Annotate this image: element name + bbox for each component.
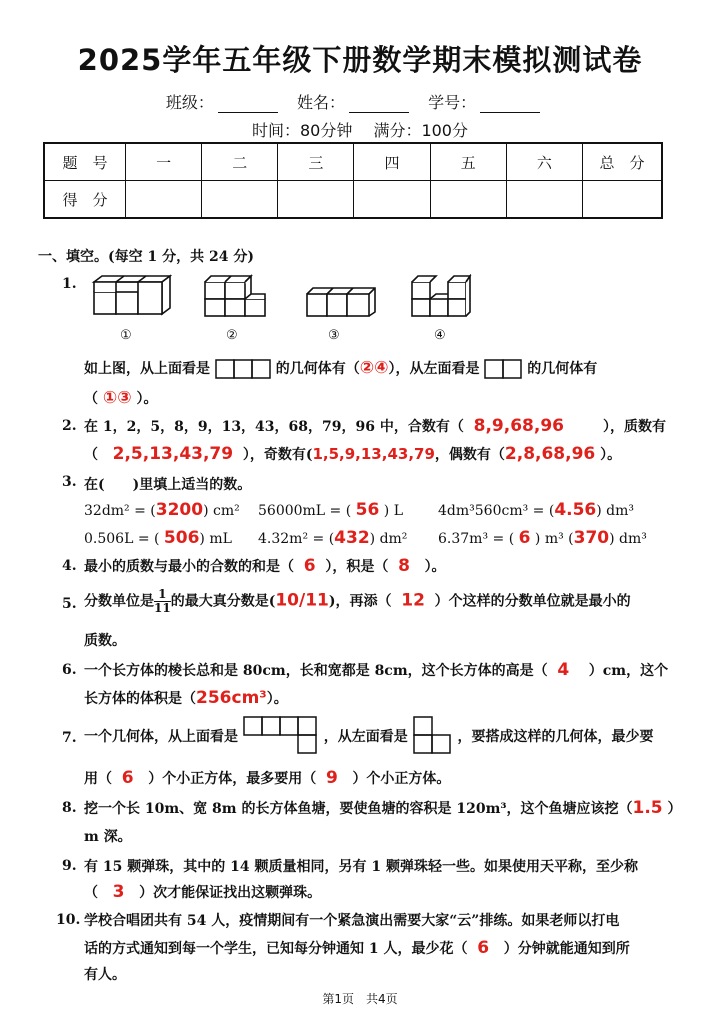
answer: 256cm³ [196,688,267,708]
conversion-item: 6.37m³ = ( 6 ) m³ (370) dm³ [438,528,647,548]
score-cell[interactable] [506,181,582,219]
question-line: 话的方式通知到每一个学生，已知每分钟通知 1 人，最少花（ 6 ）分钟就能通知到所 [84,938,630,958]
answer: 1,5,9,13,43,79 [312,445,435,463]
question-line: 学校合唱团共有 54 人，疫情期间有一个紧急演出需要大家“云”排练。如果老师以打电 [84,913,620,929]
answer: 6 [477,938,490,958]
cube-figure-2 [203,274,269,320]
figure-label: ④ [434,328,446,343]
question-number: 4. [62,558,77,574]
answer: 10/11 [275,590,329,611]
conversion-item: 4.32m² = (432) dm² [258,528,408,548]
answer: 432 [334,528,370,548]
top-view-grid-icon [215,359,271,379]
table-cell: 四 [354,143,430,181]
answer: 506 [163,528,200,548]
answer: 3200 [155,500,204,520]
table-cell: 总 分 [583,143,663,181]
question-line: （ ①③ ）。 [84,388,158,408]
left-view-grid-icon [484,359,522,379]
question-line: （ 3 ）次才能保证找出这颗弹珠。 [84,882,322,902]
answer: 4.56 [554,500,597,520]
score-cell[interactable] [430,181,506,219]
answer: 8,9,68,96 [473,416,564,436]
question-line: 质数。 [84,633,126,649]
question-number: 5. [62,596,77,612]
figure-label: ① [120,328,132,343]
score-cell[interactable] [354,181,430,219]
score-table [43,142,663,219]
page-number: 第1页 共4页 [322,992,398,1006]
answer: ①③ [102,388,132,408]
question-line: 分数单位是 $\frac{1}{11}$ 的最大真分数是(10/11)，再添（ 12 ）个这样的分数单位就是最小的 [84,587,631,615]
answer: 8 [398,556,410,576]
score-input-row [44,181,662,219]
cube-figure-1 [86,274,172,318]
conversion-item: 56000mL = ( 56 ) L [258,500,403,520]
score-cell[interactable] [278,181,354,219]
question-number: 3. [62,474,77,490]
answer: 12 [401,590,425,611]
answer: 1.5 [632,798,663,818]
conversion-item: 32dm² = (3200) cm² [84,500,240,520]
question-number: 10. [56,912,81,928]
table-cell: 三 [278,143,354,181]
answer: 3 [112,882,125,902]
question-line: 有 15 颗弹珠，其中的 14 颗质量相同，另有 1 颗弹珠轻一些。如果使用天平称，至少称 [84,859,638,875]
question-line: 长方体的体积是（256cm³）。 [84,688,288,708]
question-number: 8. [62,800,77,816]
name-blank[interactable] [349,96,409,113]
score-cell[interactable] [583,181,663,219]
conversion-item: 0.506L = ( 506) mL [84,528,232,548]
figure-label: ② [226,328,238,343]
question-line: 挖一个长 10m、宽 8m 的长方体鱼塘，要使鱼塘的容积是 120m³，这个鱼塘应该挖（1.5 ） [84,798,682,818]
class-label: 班级： [165,93,214,112]
section-title: 一、填空。(每空 1 分，共 24 分) [38,249,254,265]
question-number: 1. [62,276,77,292]
question-number: 7. [62,730,77,746]
top-view-grid-icon [243,716,319,756]
table-cell: 题 号 [44,143,126,181]
cube-figure-3 [305,274,377,318]
question-number: 2. [62,418,77,434]
answer: 2,8,68,96 [504,444,596,464]
question-line: 用（ 6 ）个小正方体，最多要用（ 9 ）个小正方体。 [84,768,451,788]
question-line: 最小的质数与最小的合数的和是（ 6 ），积是（ 8 ）。 [84,556,446,576]
score-cell[interactable] [126,181,202,219]
question-number: 9. [62,858,77,874]
table-cell: 五 [430,143,506,181]
question-line: 如上图，从上面看是 的几何体有（②④），从左面看是 的几何体有 [84,358,598,378]
conversion-item: 4dm³560cm³ = (4.56) dm³ [438,500,635,520]
id-label: 学号： [428,93,477,112]
score-header-row [44,143,662,181]
time-info: 时间：80分钟 满分：100分 [252,121,468,140]
name-label: 姓名： [296,93,345,112]
cube-figure-4 [410,274,472,320]
question-line: 有人。 [84,967,126,983]
question-number: 6. [62,662,77,678]
class-blank[interactable] [218,96,278,113]
left-view-grid-icon [413,716,453,756]
table-cell: 一 [126,143,202,181]
answer: 2,5,13,43,79 [112,444,234,464]
table-cell: 六 [506,143,582,181]
question-line: （ 2,5,13,43,79 ），奇数有(1,5,9,13,43,79，偶数有（2,8,68,96 ）。 [84,444,622,464]
question-line: 一个长方体的棱长总和是 80cm，长和宽都是 8cm，这个长方体的高是（ 4 ）cm，这个 [84,660,669,680]
score-cell[interactable] [202,181,278,219]
question-line: 在( )里填上适当的数。 [84,477,252,493]
question-line: 在 1，2，5，8，9，13，43，68，79，96 中，合数有（ 8,9,68,96 ），质数有 [84,416,666,436]
table-cell: 得 分 [44,181,126,219]
table-cell: 二 [202,143,278,181]
page-title: 2025学年五年级下册数学期末模拟测试卷 [77,43,643,77]
id-blank[interactable] [480,96,540,113]
answer: 6 [121,768,134,788]
answer: 6 [518,528,531,548]
answer: 4 [557,660,570,680]
figure-label: ③ [328,328,340,343]
fraction: $\frac{1}{11}$ [154,587,171,615]
answer: 370 [573,528,610,548]
answer: 6 [303,556,316,576]
answer: 9 [325,768,338,788]
question-line: m 深。 [84,829,132,845]
answer: ②④ [359,358,389,378]
answer: 56 [355,500,380,520]
student-info-line [0,90,720,113]
question-line: 一个几何体，从上面看是 ，从左面看是 ，要搭成这样的几何体，最少要 [84,716,654,756]
